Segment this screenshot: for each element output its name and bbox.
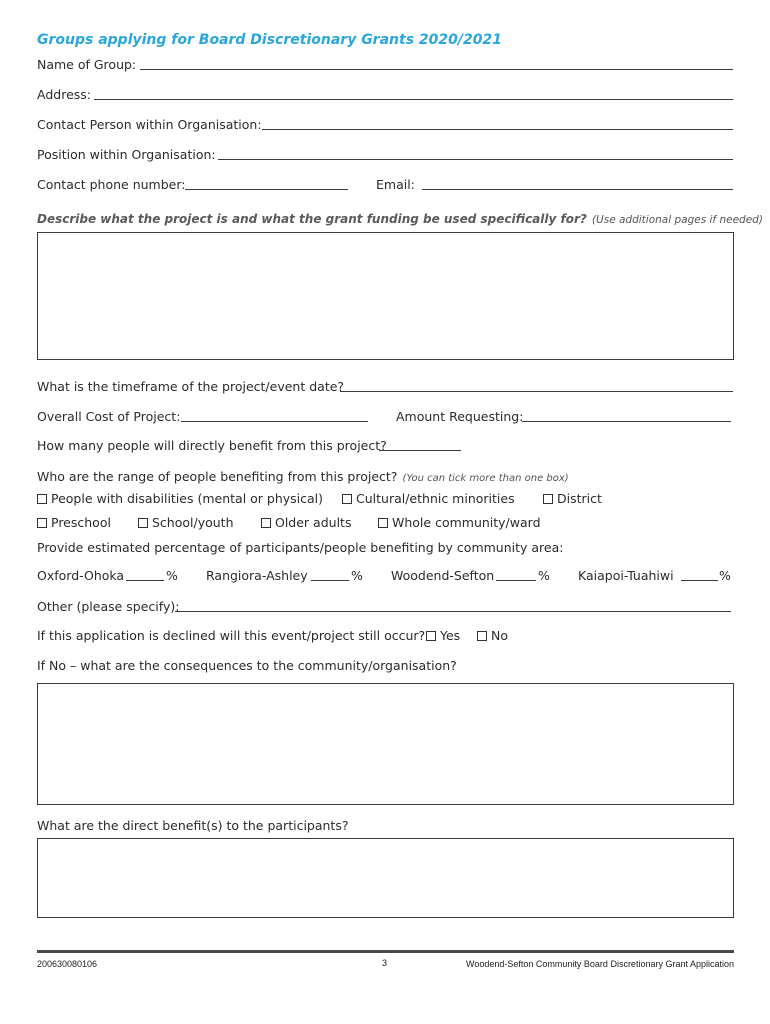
how-many-field[interactable] (379, 450, 461, 451)
direct-benefits-question: What are the direct benefit(s) to the participants? (37, 818, 349, 833)
area-rangiora-ashley-label: Rangiora-Ashley (206, 568, 308, 583)
area-woodend-sefton-field[interactable] (496, 580, 536, 581)
area-kaiapoi-tuahiwi-label: Kaiapoi-Tuahiwi (578, 568, 674, 583)
area-oxford-ohoka-field[interactable] (126, 580, 164, 581)
amount-requesting-field[interactable] (522, 421, 731, 422)
checkbox-whole-community[interactable] (378, 518, 388, 528)
checkbox-older-adults[interactable] (261, 518, 271, 528)
contact-person-label: Contact Person within Organisation: (37, 117, 262, 132)
form-title: Groups applying for Board Discretionary Grants 2020/2021 (37, 32, 502, 48)
address-field[interactable] (94, 99, 733, 100)
if-no-textbox[interactable] (37, 683, 734, 805)
footer-code: 200630080106 (37, 959, 98, 969)
range-question: Who are the range of people benefiting from this project? (37, 469, 398, 484)
direct-benefits-textbox[interactable] (37, 838, 734, 918)
page-number: 3 (382, 958, 388, 968)
contact-person-field[interactable] (262, 129, 733, 130)
checkbox-district[interactable] (543, 494, 553, 504)
timeframe-field[interactable] (340, 391, 733, 392)
overall-cost-label: Overall Cost of Project: (37, 409, 181, 424)
range-note: (You can tick more than one box) (402, 473, 569, 484)
checkbox-cultural-minorities[interactable] (342, 494, 352, 504)
option-preschool[interactable]: Preschool (37, 515, 111, 531)
if-no-question: If No – what are the consequences to the community/organisation? (37, 658, 457, 673)
percent-sign: % (166, 568, 178, 583)
describe-question-row (37, 208, 763, 227)
option-disabilities[interactable]: People with disabilities (mental or physical) (37, 491, 323, 507)
option-district[interactable]: District (543, 491, 602, 507)
checkbox-no[interactable] (477, 631, 487, 641)
option-whole-community[interactable]: Whole community/ward (378, 515, 541, 531)
area-woodend-sefton-label: Woodend-Sefton (391, 568, 495, 583)
percent-sign: % (538, 568, 550, 583)
option-no[interactable]: No (477, 628, 508, 644)
checkbox-preschool[interactable] (37, 518, 47, 528)
email-field[interactable] (422, 189, 733, 190)
name-of-group-field[interactable] (140, 69, 733, 70)
address-label: Address: (37, 87, 91, 102)
overall-cost-field[interactable] (181, 421, 368, 422)
percentage-question: Provide estimated percentage of participants/people benefiting by community area: (37, 540, 564, 555)
option-older-adults[interactable]: Older adults (261, 515, 351, 531)
email-label: Email: (376, 177, 415, 192)
checkbox-school-youth[interactable] (138, 518, 148, 528)
position-field[interactable] (218, 159, 733, 160)
describe-textbox[interactable] (37, 232, 734, 360)
percent-sign: % (351, 568, 363, 583)
amount-requesting-label: Amount Requesting: (396, 409, 524, 424)
footer-document-title: Woodend-Sefton Community Board Discretionary Grant Application (466, 959, 734, 969)
describe-question: Describe what the project is and what the grant funding be used specifically for? (37, 212, 587, 226)
contact-phone-field[interactable] (185, 189, 348, 190)
name-of-group-label: Name of Group: (37, 57, 137, 72)
area-rangiora-ashley-field[interactable] (311, 580, 349, 581)
contact-phone-label: Contact phone number: (37, 177, 186, 192)
position-label: Position within Organisation: (37, 147, 216, 162)
how-many-label: How many people will directly benefit from this project? (37, 438, 387, 453)
other-field[interactable] (175, 611, 731, 612)
percent-sign: % (719, 568, 731, 583)
declined-question: If this application is declined will this event/project still occur? (37, 628, 426, 643)
range-question-row (37, 466, 569, 485)
describe-note: (Use additional pages if needed) (591, 214, 763, 226)
checkbox-yes[interactable] (426, 631, 436, 641)
checkbox-disabilities[interactable] (37, 494, 47, 504)
other-label: Other (please specify): (37, 599, 180, 614)
area-kaiapoi-tuahiwi-field[interactable] (681, 580, 718, 581)
option-cultural-minorities[interactable]: Cultural/ethnic minorities (342, 491, 515, 507)
option-yes[interactable]: Yes (426, 628, 460, 644)
timeframe-label: What is the timeframe of the project/event date? (37, 379, 345, 394)
footer-divider (37, 950, 734, 953)
option-school-youth[interactable]: School/youth (138, 515, 234, 531)
area-oxford-ohoka-label: Oxford-Ohoka (37, 568, 125, 583)
